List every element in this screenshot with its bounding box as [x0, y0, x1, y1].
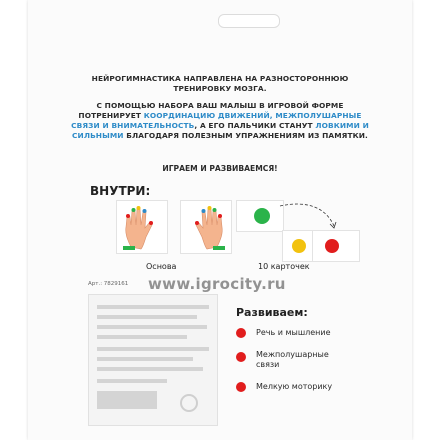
develop-title: Развиваем: — [236, 306, 308, 319]
inside-title: ВНУТРИ: — [90, 184, 151, 198]
right-hand-card — [180, 200, 232, 254]
arrow-icon — [278, 200, 348, 244]
left-hand-card — [116, 200, 168, 254]
intro-paragraph-2: С ПОМОЩЬЮ НАБОРА ВАШ МАЛЫШ В ИГРОВОЙ ФОРМЕ ПОТРЕНИРУЕТ КООРДИНАЦИЮ ДВИЖЕНИЙ, МЕЖПОЛУШАРНЫЕ СВЯЗИ И ВНИМАТЕЛЬНОСТЬ, А ЕГО ПАЛЬЧИКИ СТАНУТ ЛОВКИМИ И СИЛЬНЫМИ БЛАГОДАРЯ ПОЛЕЗНЫМ УПРАЖНЕНИЯМ ИЗ ПАМЯТКИ. — [71, 101, 369, 140]
blurred-info-block — [88, 294, 218, 426]
slogan: ИГРАЕМ И РАЗВИВАЕМСЯ! — [162, 164, 278, 173]
hang-hole — [218, 14, 280, 28]
card-green — [236, 200, 284, 232]
hand-icon — [181, 201, 231, 253]
hand-icon — [117, 201, 167, 253]
green-dot — [254, 208, 270, 224]
develop-item-motor: Мелкую моторику — [256, 382, 333, 391]
watermark: www.igrocity.ru — [148, 275, 286, 293]
cards-label: 10 карточек — [258, 262, 310, 271]
article-number: Арт.: 7829161 — [88, 281, 129, 287]
red-bullet-icon — [236, 328, 246, 338]
red-bullet-icon — [236, 352, 246, 362]
base-label: Основа — [146, 262, 177, 271]
blurred-text-lines — [89, 295, 217, 425]
develop-item-speech: Речь и мышление — [256, 328, 331, 337]
red-bullet-icon — [236, 382, 246, 392]
develop-item-hemispheres: Межполушарные связи — [256, 350, 329, 369]
intro-paragraph-1: НЕЙРОГИМНАСТИКА НАПРАВЛЕНА НА РАЗНОСТОРОННЮЮ ТРЕНИРОВКУ МОЗГА. — [91, 74, 349, 93]
intro-text — [70, 74, 370, 148]
